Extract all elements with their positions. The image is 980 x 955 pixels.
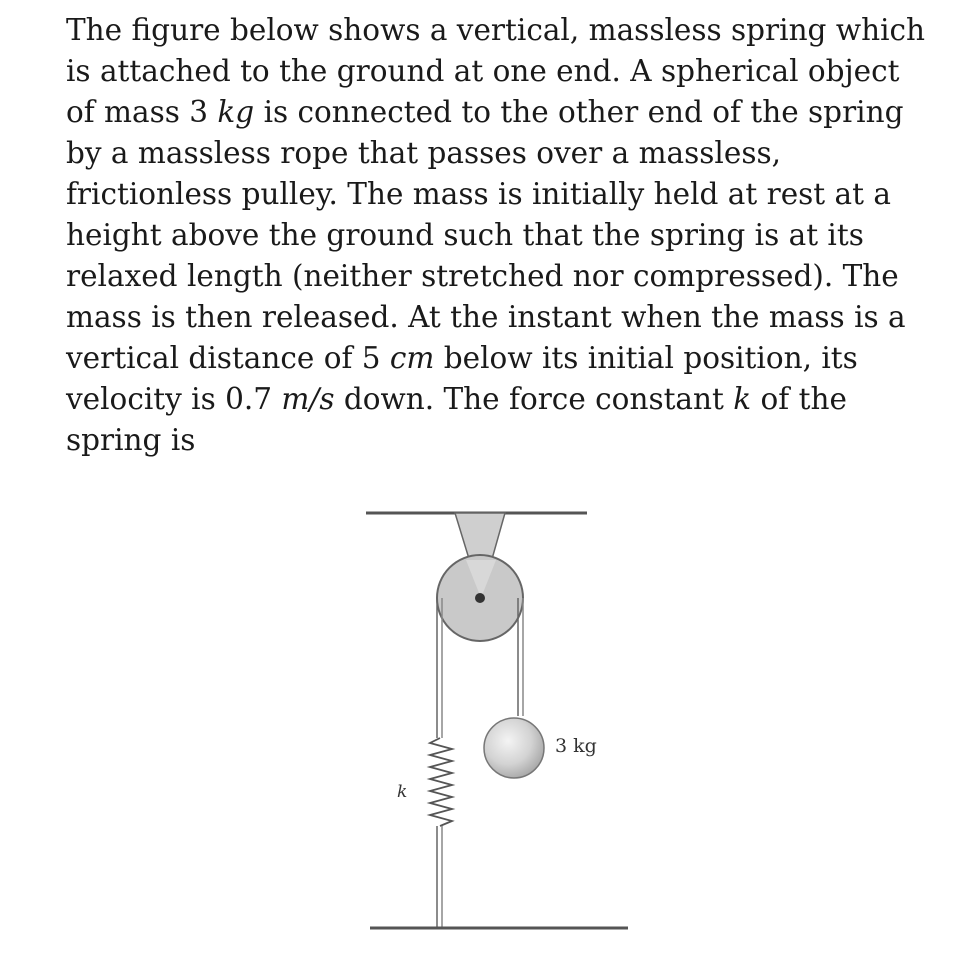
text-run: of the (751, 382, 847, 416)
text-run: vertical distance of 5 (66, 341, 390, 375)
text-run: is connected to the other end of the spring (254, 95, 904, 129)
text-run: down. The force constant (334, 382, 734, 416)
text-run: below its initial position, its (434, 341, 858, 375)
math-term: m/s (281, 382, 335, 416)
mass-label: 3 kg (555, 735, 597, 757)
math-term: kg (217, 95, 255, 129)
pulley-axle (475, 593, 485, 603)
text-run: by a massless rope that passes over a massless, (66, 136, 781, 170)
math-term: k (733, 382, 752, 416)
spring (430, 738, 452, 826)
text-run: mass is then released. At the instant when the mass is a (66, 300, 906, 334)
math-term: cm (389, 341, 435, 375)
text-run: velocity is 0.7 (66, 382, 282, 416)
text-run: height above the ground such that the spring is at its (66, 218, 864, 252)
mass-sphere (484, 718, 544, 778)
text-run: relaxed length (neither stretched nor compressed). The (66, 259, 899, 293)
text-run: spring is (66, 423, 196, 457)
text-run: is attached to the ground at one end. A spherical object (66, 54, 900, 88)
text-run: The figure below shows a vertical, massless spring which (66, 13, 926, 47)
text-run: frictionless pulley. The mass is initially held at rest at a (66, 177, 891, 211)
spring-constant-label: k (397, 782, 408, 802)
text-run: of mass 3 (66, 95, 218, 129)
